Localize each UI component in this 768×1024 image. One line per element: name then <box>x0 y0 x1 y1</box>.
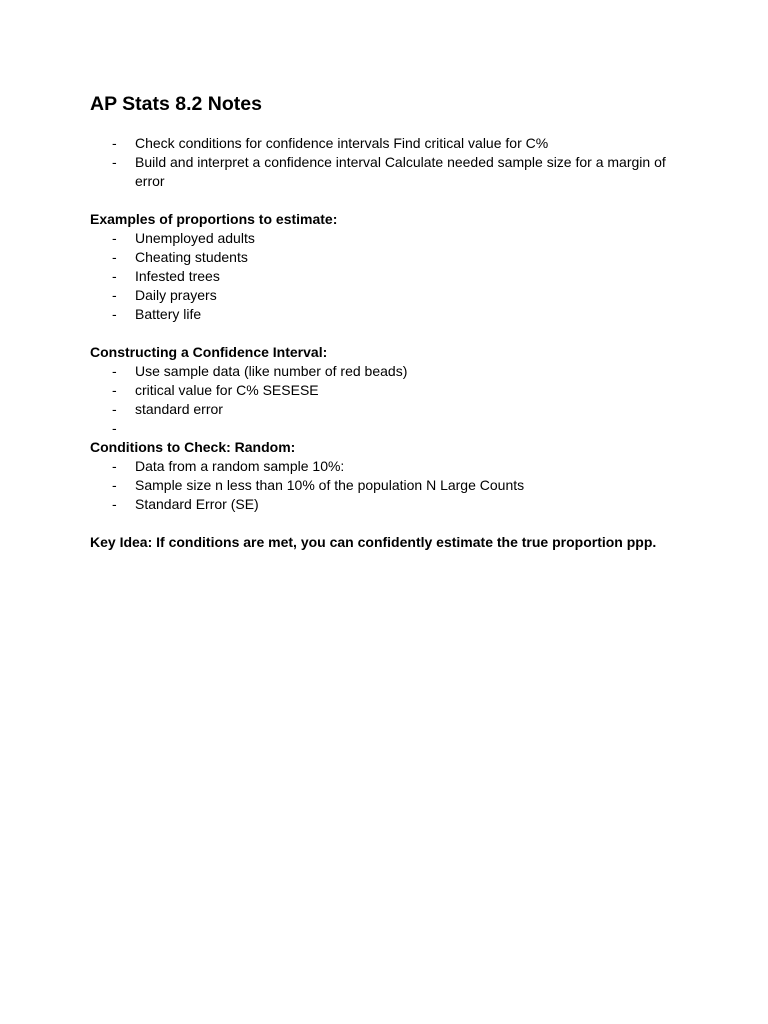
bullet-dash: - <box>112 363 117 379</box>
list-item-text: Sample size n less than 10% of the population N Large Counts <box>135 477 525 493</box>
list-item-text: Daily prayers <box>135 287 217 303</box>
list-item-empty <box>90 419 680 438</box>
list-item-text: Infested trees <box>135 268 220 284</box>
key-idea: Key Idea: If conditions are met, you can confidently estimate the true proportion ppp. <box>90 534 657 550</box>
list-item <box>90 400 680 419</box>
list-item-text: Cheating students <box>135 249 248 265</box>
bullet-dash: - <box>112 287 117 303</box>
bullet-dash: - <box>112 496 117 512</box>
examples-heading: Examples of proportions to estimate: <box>90 211 338 227</box>
bullet-dash: - <box>112 420 117 436</box>
list-item-text: standard error <box>135 401 223 417</box>
constructing-heading: Constructing a Confidence Interval: <box>90 344 328 360</box>
page-title: AP Stats 8.2 Notes <box>90 93 262 115</box>
list-item-text: Use sample data (like number of red beads) <box>135 363 408 379</box>
list-item-text: Build and interpret a confidence interval Calculate needed sample size for a margin of error <box>135 154 666 189</box>
conditions-heading: Conditions to Check: Random: <box>90 439 296 455</box>
list-item <box>90 286 680 305</box>
list-item-text: Standard Error (SE) <box>135 496 259 512</box>
list-item <box>90 362 680 381</box>
list-item <box>90 153 680 191</box>
bullet-dash: - <box>112 382 117 398</box>
constructing-list <box>90 362 680 438</box>
list-item <box>90 134 680 153</box>
examples-list <box>90 229 680 324</box>
list-item-text: critical value for C% SESESE <box>135 382 319 398</box>
bullet-dash: - <box>112 268 117 284</box>
list-item-text: Data from a random sample 10%: <box>135 458 345 474</box>
bullet-dash: - <box>112 477 117 493</box>
list-item-text: Unemployed adults <box>135 230 255 246</box>
bullet-dash: - <box>112 458 117 474</box>
list-item <box>90 476 680 495</box>
bullet-dash: - <box>112 249 117 265</box>
bullet-dash: - <box>112 401 117 417</box>
list-item-text: Check conditions for confidence intervals Find critical value for C% <box>135 135 549 151</box>
bullet-dash: - <box>112 306 117 322</box>
list-item <box>90 267 680 286</box>
list-item-text: Battery life <box>135 306 202 322</box>
list-item <box>90 229 680 248</box>
spacer <box>90 324 680 343</box>
bullet-dash: - <box>112 135 117 151</box>
list-item <box>90 248 680 267</box>
conditions-list <box>90 457 680 514</box>
list-item <box>90 457 680 476</box>
spacer <box>90 191 680 210</box>
document-page <box>90 92 680 552</box>
bullet-dash: - <box>112 154 117 170</box>
list-item <box>90 381 680 400</box>
list-item <box>90 495 680 514</box>
bullet-dash: - <box>112 230 117 246</box>
intro-list <box>90 134 680 191</box>
list-item <box>90 305 680 324</box>
spacer <box>90 514 680 533</box>
